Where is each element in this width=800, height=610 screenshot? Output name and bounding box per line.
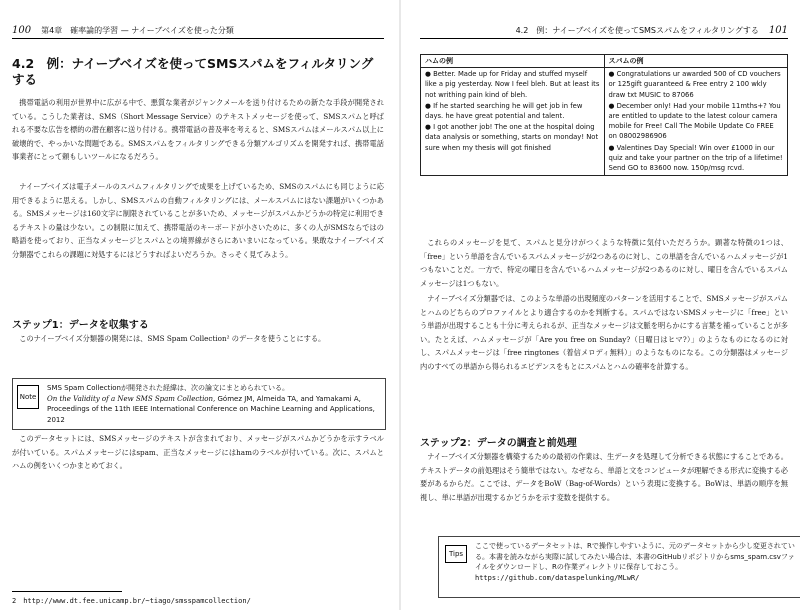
spam-examples-cell xyxy=(604,68,788,176)
note-paper-title: On the Validity of a New SMS Spam Collection, xyxy=(47,394,216,403)
left-page-number: 100 xyxy=(12,24,32,36)
tips-url[interactable]: https://github.com/dataspelunking/MLwR/ xyxy=(475,573,640,582)
right-page-number: 101 xyxy=(768,24,788,36)
left-paragraph-2: ナイーブベイズは電子メールのスパムフィルタリングで成果を上げているため、SMSのスパムにも同じように応用できるように思える。しかし、SMSスパムの自動フィルタリングには、メールスパムにはない課題がいくつかある。SMSメッセージは160文字に制限されていることが多いため、メッセージがスパムかどうかの特定に利用できるテキストの量は少ない。この制限に加えて、携帯電話のキーボードが小さいために、多くの人がSMSならではの略語を使っており、正当なメッセージとスパムとの境界線がさらにあいまいになっている。果敢なナイーブベイズ分類器でこれらの課題に対処するにはどうすればよいだろうか。さっそく見てみよう。 xyxy=(12,182,384,259)
spam-example: ● Valentines Day Special! Win over £1000 in our quiz and take your partner on the trip of a lifetime! Send GO to 83600 now. 150p/msg rcvd. xyxy=(608,143,783,173)
ham-examples-cell xyxy=(421,68,605,176)
ham-example: ● I got another job! The one at the hospital doing data analysis or something, starts on monday! Not sure when my thesis will got finished xyxy=(425,123,599,152)
step1-text: このナイーブベイズ分類器の開発には、SMS Spam Collection² のデータを使うことにする。 xyxy=(19,334,326,343)
right-paragraph-3: ナイーブベイズ分類器を構築するための最初の作業は、生データを処理して分析できる状態にすることである。テキストデータの前処理はそう簡単ではない。なぜなら、単語と文をコンピュータが理解できる形式に変換する必要があるからだ。ここでは、データをBoW（Bag-of-Words）という表現に変換する。BoWは、単語の順序を無視し、単に単語が出現するかどうかを示す変数を提供する。 xyxy=(420,452,788,502)
ham-example: ● If he started searching he will get job in few days. he have great potential and talent. xyxy=(425,101,583,121)
right-paragraph-1: これらのメッセージを見て、スパムと見分けがつくような特徴に気付いただろうか。顕著な特徴の1つは、「free」という単語を含んでいるスパムメッセージが2つあるのに対し、この単語を含んでいるハムメッセージが1つもないことだ。一方で、特定の曜日を含んでいるハムメッセージが2つあるのに対し、曜日を含んでいるスパムメッセージは1つもない。 xyxy=(420,238,788,288)
step2-heading: ステップ2：データの調査と前処理 xyxy=(420,438,577,449)
note-citation: Gómez JM, Almeida TA, and Yamakami A, Proceedings of the 11th IEEE International Conference on Machine Learning and Applications, 2012 xyxy=(47,394,375,424)
tips-text: ここで使っているデータセットは、Rで操作しやすいように、元のデータセットから少し変更されている。本書を読みながら実際に試してみたい場合は、本書のGitHubリポジトリからsms_spam.csvファイルをダウンロードし、Rの作業ディレクトリに保存しておこう。 xyxy=(475,542,795,571)
right-running-head xyxy=(420,22,788,39)
ham-header: ハムの例 xyxy=(421,55,605,68)
note-icon: Note xyxy=(17,385,39,409)
footnote-url: 2 http://www.dt.fee.unicamp.br/~tiago/smsspamcollection/ xyxy=(12,597,251,605)
left-running-head xyxy=(12,22,384,39)
left-running-head-text: 第4章 確率論的学習 — ナイーブベイズを使った分類 xyxy=(41,25,234,35)
spam-example: ● December only! Had your mobile 11mths+? You are entitled to update to the latest colour camera mobile for Free! Call The Mobile Update Co FREE on 08002986906 xyxy=(608,101,781,141)
section-title: 4.2 例：ナイーブベイズを使ってSMSスパムをフィルタリングする xyxy=(12,56,374,87)
left-paragraph-3: このデータセットには、SMSメッセージのテキストが含まれており、メッセージがスパムかどうかを示すラベルが付いている。スパムメッセージにはspam、正当なメッセージにはhamのラベルが付いている。次に、スパムとハムの例をいくつかまとめておく。 xyxy=(12,434,384,471)
left-paragraph-1: 携帯電話の利用が世界中に広がる中で、悪質な業者がジャンクメールを送り付けるための新たな手段が開発されている。こうした業者は、SMS（Short Message Service）のテキストメッセージを使って、SMSスパムと呼ばれる不要な広告を標的の潜在顧客に送り付ける。携帯電話の普及率を考えると、SMSスパムはメールスパム以上に破壊的で、やっかいな問題である。SMSスパムをフィルタリングできる分類アルゴリズムを開発すれば、携帯電話事業者にとって頼もしいツールになるだろう。 xyxy=(12,98,384,162)
ham-example: ● Better. Made up for Friday and stuffed myself like a pig yesterday. Now I feel bleh. But at least its not writhing pain kind of bleh. xyxy=(425,70,600,99)
spam-header: スパムの例 xyxy=(604,55,788,68)
footnote-rule xyxy=(12,591,122,592)
step1-heading: ステップ1：データを収集する xyxy=(12,320,149,331)
right-paragraph-2: ナイーブベイズ分類器では、このような単語の出現頻度のパターンを活用することで、SMSメッセージがスパムとハムのどちらのプロファイルとより適合するのかを判断する。スパムではないSMSメッセージに「free」という単語が出現することも十分に考えられるが、正当なメッセージは文脈を明らかにする言葉を補っていることが多い。たとえば、ハムメッセージが「Are you free on Sunday?（日曜日はヒマ?）」のようなものになるのに対し、スパムメッセージは「free ringtones（着信メロディ無料）」のようなものになる。この分類器はメッセージ内のすべての単語から得られるエビデンスをもとにスパムとハムの確率を計算する。 xyxy=(420,294,788,371)
tips-box xyxy=(438,536,800,598)
right-running-head-text: 4.2 例：ナイーブベイズを使ってSMSスパムをフィルタリングする xyxy=(515,25,759,35)
spam-example: ● Congratulations ur awarded 500 of CD vouchers or 125gift guaranteed & Free entry 2 100 wkly draw txt MUSIC to 87066 xyxy=(608,70,781,99)
note-box xyxy=(12,378,386,430)
tips-icon: Tips xyxy=(445,545,467,563)
examples-table xyxy=(420,54,788,176)
note-line1: SMS Spam Collectionが開発された経緯は、次の論文にまとめられている。 xyxy=(47,384,289,392)
